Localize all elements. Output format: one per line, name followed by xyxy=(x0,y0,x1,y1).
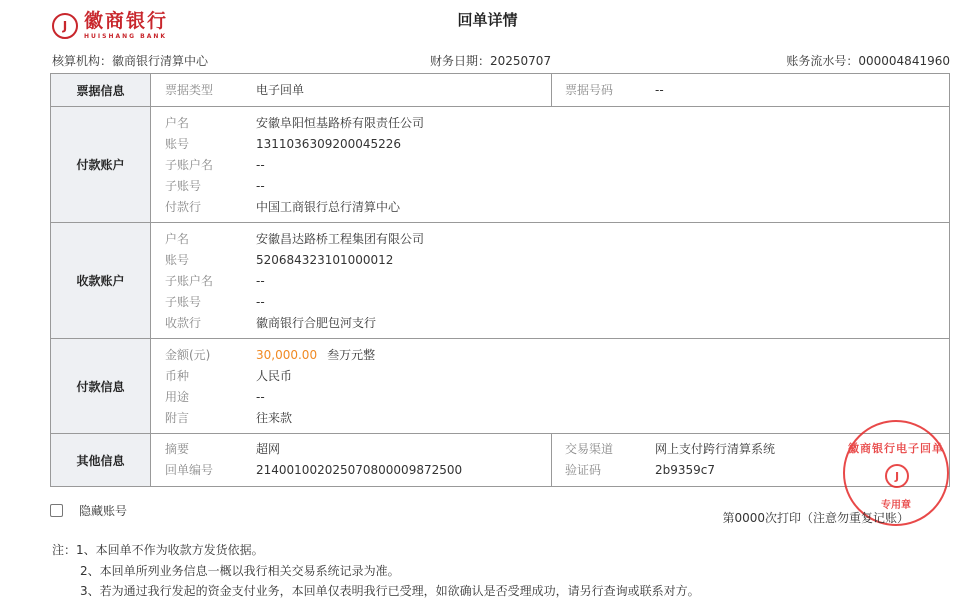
payee-account-value: 520684323101000012 xyxy=(256,253,394,267)
stamp-label: 专用章 xyxy=(881,500,911,511)
payer-section-heading: 付款账户 xyxy=(51,107,151,222)
payer-account-value: 1311036309200045226 xyxy=(256,137,402,151)
memo-value: 往来款 xyxy=(256,411,293,425)
purpose-label: 用途 xyxy=(165,390,190,404)
bill-type-label: 票据类型 xyxy=(165,83,214,97)
payer-subaccount-name-label: 子账户名 xyxy=(165,158,214,172)
channel-label: 交易渠道 xyxy=(565,442,614,456)
note-line: 2、本回单所列业务信息一概以我行相关交易系统记录为准。 xyxy=(80,563,400,578)
hide-account-label: 隐藏账号 xyxy=(79,504,128,518)
note-line: 注：1、本回单不作为收款方发货依据。 xyxy=(52,543,264,557)
bill-number-label: 票据号码 xyxy=(565,83,614,97)
channel-value: 网上支付跨行清算系统 xyxy=(655,442,776,456)
receipt-number-label: 回单编号 xyxy=(165,463,214,477)
verification-code-value: 2b9359c7 xyxy=(655,463,716,477)
memo-label: 附言 xyxy=(165,411,190,425)
receipt-table xyxy=(50,73,950,487)
payer-section xyxy=(51,107,949,223)
payer-subaccount-value: -- xyxy=(256,179,265,193)
payee-account-label: 账号 xyxy=(165,253,190,267)
payee-bank-label: 收款行 xyxy=(165,316,202,330)
hide-account-toggle[interactable] xyxy=(50,502,127,519)
summary-value: 超网 xyxy=(256,442,281,456)
payer-name-value: 安徽阜阳恒基路桥有限责任公司 xyxy=(256,116,425,130)
bill-type-value: 电子回单 xyxy=(256,83,305,97)
stamp-text: 徽商银行电子回单 xyxy=(848,442,944,455)
payee-name-label: 户名 xyxy=(165,232,190,246)
payee-subaccount-name-value: -- xyxy=(256,274,265,288)
payee-section xyxy=(51,223,949,339)
payee-section-heading: 收款账户 xyxy=(51,223,151,338)
other-section xyxy=(51,434,949,486)
bank-name-cn: 徽商银行 xyxy=(84,10,169,32)
hide-account-checkbox[interactable] xyxy=(50,504,63,517)
payer-name-label: 户名 xyxy=(165,116,190,130)
print-count-info: 第0000次打印（注意勿重复记账） xyxy=(722,511,909,525)
bank-logo-mark: J xyxy=(52,13,78,39)
payer-subaccount-label: 子账号 xyxy=(165,179,202,193)
finance-date: 财务日期：20250707 xyxy=(430,54,552,68)
amount-label: 金额(元) xyxy=(165,348,211,362)
payment-section-heading: 付款信息 xyxy=(51,339,151,433)
payee-bank-value: 徽商银行合肥包河支行 xyxy=(256,316,377,330)
verification-code-label: 验证码 xyxy=(565,463,602,477)
bill-section-heading: 票据信息 xyxy=(51,74,151,106)
page-title: 回单详情 xyxy=(457,11,518,29)
bill-number-value: -- xyxy=(655,83,664,97)
bank-name-en: HUISHANG BANK xyxy=(84,33,168,40)
payer-bank-value: 中国工商银行总行清算中心 xyxy=(256,200,401,214)
other-section-heading: 其他信息 xyxy=(51,434,151,486)
payee-subaccount-value: -- xyxy=(256,295,265,309)
note-line: 3、若为通过我行发起的资金支付业务，本回单仅表明我行已受理，如欲确认是否受理成功，请另行查询或联系对方。 xyxy=(80,584,700,598)
payer-account-label: 账号 xyxy=(165,137,190,151)
purpose-value: -- xyxy=(256,390,265,404)
payee-name-value: 安徽昌达路桥工程集团有限公司 xyxy=(256,232,425,246)
column-divider xyxy=(551,74,552,106)
payee-subaccount-label: 子账号 xyxy=(165,295,202,309)
column-divider xyxy=(551,434,552,486)
payer-subaccount-name-value: -- xyxy=(256,158,265,172)
payment-section xyxy=(51,339,949,434)
transaction-serial: 账务流水号：000004841960 xyxy=(786,54,950,68)
currency-label: 币种 xyxy=(165,369,190,383)
notes xyxy=(52,540,700,602)
payer-bank-label: 付款行 xyxy=(165,200,202,214)
currency-value: 人民币 xyxy=(256,369,293,383)
payee-subaccount-name-label: 子账户名 xyxy=(165,274,214,288)
amount-value: 30,000.00 xyxy=(256,348,318,362)
stamp-logo-icon: J xyxy=(885,464,909,488)
summary-label: 摘要 xyxy=(165,442,190,456)
amount-in-words: 叁万元整 xyxy=(327,348,376,362)
accounting-institution: 核算机构：徽商银行清算中心 xyxy=(52,54,209,68)
receipt-number-value: 21400100202507080000987250​0 xyxy=(256,463,463,477)
bill-section xyxy=(51,74,949,107)
